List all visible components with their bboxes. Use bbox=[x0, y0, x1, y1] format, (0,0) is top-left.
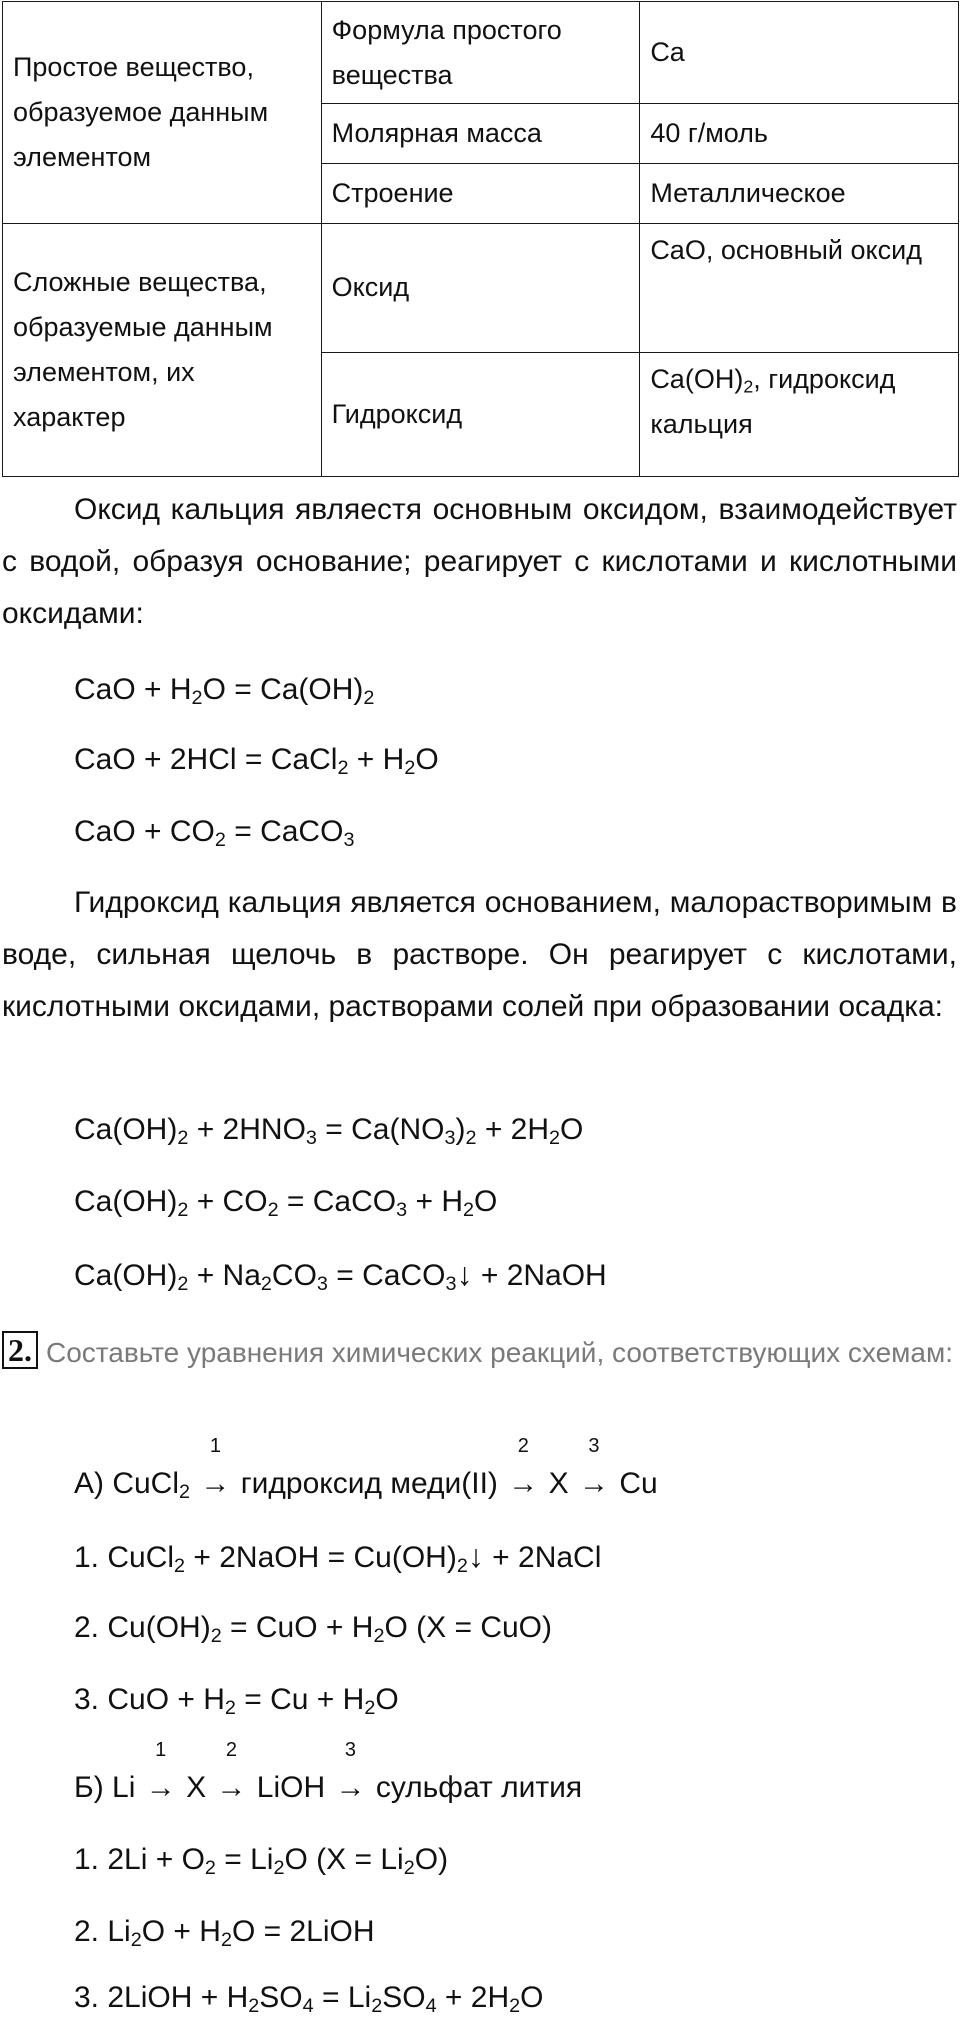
equation-caoh2-na2co3: $Ca(OH)_2 + Na_2CO_3$ = CaCO$_3$↓ + 2NaOH bbox=[74, 1256, 607, 1295]
scheme-b-step-3: 3. 2LiOH + $H_2SO_4 = Li_2SO_4 + 2H_2O$ bbox=[74, 1981, 544, 2017]
arrow-icon: 3 → bbox=[578, 1435, 609, 1500]
oxide-label: Оксид bbox=[321, 223, 640, 352]
arrow-icon: 1 → bbox=[145, 1739, 176, 1804]
element-properties-table bbox=[2, 1, 959, 477]
formula-value: Ca bbox=[640, 2, 959, 104]
scheme-a-step-1: 1. CuCl$_2$ + 2NaOH = $Cu(OH)_2↓$ + 2NaCl bbox=[74, 1538, 602, 1577]
paragraph-hydroxide: Гидроксид кальция является основанием, малорастворимым в воде, сильная щелочь в растворе. Он реагирует с кислотами, кислотными оксидами, растворами солей при образовании осадка: bbox=[2, 886, 957, 1023]
arrow-icon: 1 → bbox=[200, 1435, 231, 1500]
paragraph-oxide: Оксид кальция являестя основным оксидом, взаимодействует с водой, образуя основание; реагирует с кислотами и кислотными оксидами: bbox=[2, 493, 957, 630]
molar-mass-value: 40 г/моль bbox=[640, 104, 959, 164]
equation-cao-hcl: CaO + 2HCl = CaCl$_2$ + $H_2O$ bbox=[74, 743, 439, 779]
equation-caoh2-hno3: $Ca(OH)_2 + 2HNO_3 = Ca(NO_3)_2 + 2H_2O$ bbox=[74, 1113, 584, 1149]
oxide-value: CaO, основный оксид bbox=[640, 223, 959, 352]
scheme-a-step-2: 2. $Cu(OH)_2$ = CuO + $H_2O$ (X = CuO) bbox=[74, 1611, 552, 1647]
precipitate-arrow-icon: ↓ bbox=[467, 1538, 484, 1574]
scheme-a: А) CuCl$_2$ 1 → гидроксид меди(II) 2 → X 3 → Cu bbox=[74, 1435, 658, 1503]
structure-label: Строение bbox=[321, 164, 640, 224]
scheme-b-step-1: 1. $2Li + O_2 = Li_2O$ $(X = Li_2O)$ bbox=[74, 1843, 449, 1879]
task-2 bbox=[2, 1328, 957, 1378]
task-number: 2. bbox=[2, 1331, 38, 1369]
structure-value: Металлическое bbox=[640, 164, 959, 224]
equation-cao-water: CaO + $H_2O = Ca(OH)_2$ bbox=[74, 673, 375, 709]
molar-mass-label: Молярная масса bbox=[321, 104, 640, 164]
simple-substance-label: Простое вещество, образуемое данным элементом bbox=[3, 2, 322, 224]
arrow-icon: 3 → bbox=[335, 1739, 366, 1804]
equation-cao-co2: CaO + $CO_2$ = CaCO$_3$ bbox=[74, 815, 355, 851]
scheme-b-step-2: 2. $Li_2O + H_2O$ = 2LiOH bbox=[74, 1915, 375, 1951]
scheme-a-step-3: 3. CuO + $H_2 = Cu + H_2O$ bbox=[74, 1683, 399, 1719]
arrow-icon: 2 → bbox=[216, 1739, 247, 1804]
equation-caoh2-co2: $Ca(OH)_2 + CO_2$ = CaCO$_3$ + $H_2O$ bbox=[74, 1185, 498, 1221]
arrow-icon: 2 → bbox=[508, 1435, 539, 1500]
formula-label: Формула простого вещества bbox=[321, 2, 640, 104]
precipitate-arrow-icon: ↓ bbox=[456, 1256, 473, 1292]
task-text: Составьте уравнения химических реакций, соответствующих схемам: bbox=[46, 1337, 954, 1368]
hydroxide-value: $Ca(OH)_2$, гидроксид кальция bbox=[640, 353, 959, 477]
hydroxide-label: Гидроксид bbox=[321, 353, 640, 477]
scheme-b: Б) Li 1 → X 2 → LiOH 3 → сульфат лития bbox=[74, 1768, 582, 1808]
complex-substances-label: Сложные вещества, образуемые данным элементом, их характер bbox=[3, 223, 322, 476]
